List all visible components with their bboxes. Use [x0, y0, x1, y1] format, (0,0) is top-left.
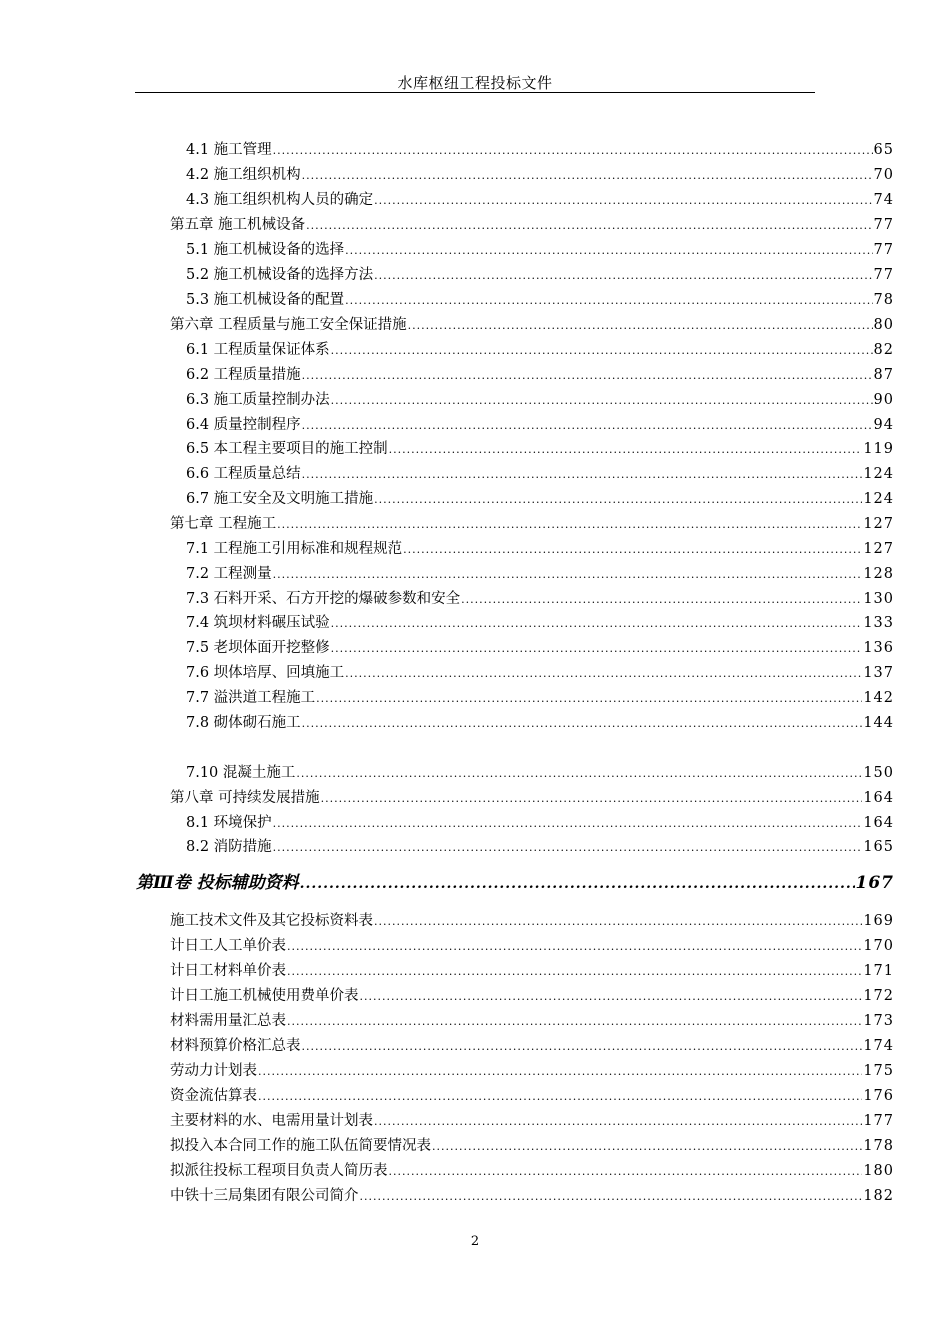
dot-leader	[273, 813, 863, 834]
toc-entry-page: 142	[863, 690, 894, 706]
toc-entry[interactable]	[186, 139, 894, 161]
toc-entry[interactable]	[170, 960, 894, 982]
toc-entry-label: 6.4 质量控制程序	[186, 417, 301, 433]
toc-entry-label: 4.1 施工管理	[186, 142, 272, 158]
toc-entry-label: 7.10 混凝土施工	[186, 765, 296, 781]
toc-entry[interactable]	[186, 836, 894, 858]
toc-entry-page: 137	[863, 665, 894, 681]
toc-entry-label: 7.5 老坝体面开挖整修	[186, 640, 330, 656]
toc-entry[interactable]	[186, 662, 894, 684]
toc-entry[interactable]	[170, 985, 894, 1007]
toc-chapter-entry[interactable]	[170, 214, 894, 236]
toc-entry-page: 169	[863, 913, 894, 929]
dot-leader	[331, 340, 873, 361]
dot-leader	[302, 415, 873, 436]
toc-entry-label: 计日工材料单价表	[170, 963, 286, 979]
toc-entry-page: 171	[863, 963, 894, 979]
dot-leader	[374, 489, 862, 510]
toc-entry-label: 材料需用量汇总表	[170, 1013, 286, 1029]
dot-leader	[374, 1111, 862, 1132]
toc-entry[interactable]	[186, 364, 894, 386]
toc-entry[interactable]	[170, 1110, 894, 1132]
toc-entry-page: 128	[863, 566, 894, 582]
dot-leader	[316, 688, 862, 709]
toc-entry[interactable]	[186, 264, 894, 286]
toc-entry-label: 第六章 工程质量与施工安全保证措施	[170, 317, 407, 333]
dot-leader	[296, 763, 862, 784]
toc-entry-page: 127	[863, 516, 894, 532]
toc-entry[interactable]	[170, 1160, 894, 1182]
dot-leader	[277, 514, 862, 535]
toc-entry[interactable]	[170, 935, 894, 957]
toc-entry[interactable]	[170, 1135, 894, 1157]
toc-entry-label: 6.7 施工安全及文明施工措施	[186, 491, 374, 507]
header-rule	[135, 92, 815, 93]
toc-entry[interactable]	[186, 463, 894, 485]
toc-entry-page: 90	[873, 392, 894, 408]
dot-leader	[302, 713, 863, 734]
toc-entry-label: 主要材料的水、电需用量计划表	[170, 1113, 373, 1129]
dot-leader	[360, 986, 863, 1007]
toc-chapter-entry[interactable]	[170, 314, 894, 336]
toc-chapter-entry[interactable]	[170, 787, 894, 809]
dot-leader	[461, 589, 862, 610]
toc-entry-label: 8.2 消防措施	[186, 839, 272, 855]
toc-entry-page: 175	[863, 1063, 894, 1079]
toc-entry-page: 77	[873, 217, 894, 233]
toc-entry-label: 7.7 溢洪道工程施工	[186, 690, 316, 706]
toc-entry-page: 94	[873, 417, 894, 433]
toc-entry-page: 124	[863, 491, 894, 507]
toc-entry[interactable]	[170, 1085, 894, 1107]
toc-entry-label: 6.3 施工质量控制办法	[186, 392, 330, 408]
toc-entry-page: 180	[863, 1163, 894, 1179]
dot-leader	[432, 1136, 862, 1157]
dot-leader	[273, 564, 863, 585]
toc-entry[interactable]	[186, 189, 894, 211]
toc-entry[interactable]	[186, 414, 894, 436]
dot-leader	[345, 290, 872, 311]
page-header-title: 水库枢纽工程投标文件	[397, 74, 553, 92]
toc-entry-label: 8.1 环境保护	[186, 815, 272, 831]
toc-volume-entry[interactable]	[136, 870, 894, 896]
toc-entry-label: 6.6 工程质量总结	[186, 466, 301, 482]
dot-leader	[321, 788, 863, 809]
toc-entry-label: 材料预算价格汇总表	[170, 1038, 301, 1054]
dot-leader	[273, 140, 873, 161]
toc-entry-page: 173	[863, 1013, 894, 1029]
toc-entry-page: 127	[863, 541, 894, 557]
toc-entry[interactable]	[186, 563, 894, 585]
toc-entry-label: 7.8 砌体砌石施工	[186, 715, 301, 731]
toc-entry-page: 65	[873, 142, 894, 158]
toc-entry-page: 177	[863, 1113, 894, 1129]
toc-entry-label: 6.5 本工程主要项目的施工控制	[186, 441, 388, 457]
toc-entry-page: 70	[873, 167, 894, 183]
toc-entry-label: 拟投入本合同工作的施工队伍简要情况表	[170, 1138, 431, 1154]
dot-leader	[331, 613, 863, 634]
toc-entry[interactable]	[170, 1060, 894, 1082]
toc-entry-page: 182	[863, 1188, 894, 1204]
dot-leader	[374, 265, 872, 286]
toc-entry-label: 劳动力计划表	[170, 1063, 257, 1079]
dot-leader	[302, 464, 863, 485]
toc-entry-label: 7.3 石料开采、石方开挖的爆破参数和安全	[186, 591, 461, 607]
toc-entry-page: 80	[873, 317, 894, 333]
dot-leader	[258, 1086, 862, 1107]
toc-entry[interactable]	[186, 612, 894, 634]
dot-leader	[287, 961, 862, 982]
toc-entry-page: 136	[863, 640, 894, 656]
toc-entry-page: 150	[863, 765, 894, 781]
toc-entry-page: 167	[855, 873, 894, 893]
dot-leader	[273, 837, 863, 858]
toc-entry-label: 第七章 工程施工	[170, 516, 277, 532]
toc-entry[interactable]	[186, 239, 894, 261]
toc-entry-label: 计日工施工机械使用费单价表	[170, 988, 359, 1004]
toc-entry-page: 172	[863, 988, 894, 1004]
dot-leader	[302, 165, 873, 186]
toc-entry[interactable]	[186, 687, 894, 709]
toc-entry-page: 77	[873, 267, 894, 283]
toc-entry-page: 176	[863, 1088, 894, 1104]
dot-leader	[374, 911, 862, 932]
toc-entry-page: 87	[873, 367, 894, 383]
toc-chapter-entry[interactable]	[170, 513, 894, 535]
dot-leader	[403, 539, 862, 560]
toc-entry-page: 178	[863, 1138, 894, 1154]
toc-entry[interactable]	[186, 588, 894, 610]
toc-entry-page: 124	[863, 466, 894, 482]
dot-leader	[408, 315, 873, 336]
dot-leader	[287, 1011, 862, 1032]
toc-entry-page: 174	[863, 1038, 894, 1054]
toc-entry[interactable]	[186, 164, 894, 186]
toc-entry-page: 78	[873, 292, 894, 308]
toc-entry[interactable]	[186, 762, 894, 784]
dot-leader	[287, 936, 862, 957]
dot-leader	[331, 390, 873, 411]
toc-entry-page: 164	[863, 790, 894, 806]
toc-entry-label: 5.2 施工机械设备的选择方法	[186, 267, 374, 283]
page-number: 2	[470, 1234, 480, 1249]
toc-entry[interactable]	[186, 389, 894, 411]
toc-entry-label: 4.3 施工组织机构人员的确定	[186, 192, 374, 208]
toc-entry-label: 7.6 坝体培厚、回填施工	[186, 665, 345, 681]
toc-entry[interactable]	[186, 488, 894, 510]
toc-entry-label: 6.1 工程质量保证体系	[186, 342, 330, 358]
dot-leader	[389, 439, 863, 460]
toc-entry-page: 74	[873, 192, 894, 208]
toc-entry-label: 5.1 施工机械设备的选择	[186, 242, 345, 258]
toc-entry-page: 144	[863, 715, 894, 731]
toc-entry-label: 6.2 工程质量措施	[186, 367, 301, 383]
toc-entry-page: 82	[873, 342, 894, 358]
toc-entry-page: 164	[863, 815, 894, 831]
toc-entry[interactable]	[186, 289, 894, 311]
toc-entry[interactable]	[186, 712, 894, 734]
dot-leader	[300, 871, 855, 896]
toc-entry-label: 计日工人工单价表	[170, 938, 286, 954]
toc-entry[interactable]	[186, 438, 894, 460]
toc-entry[interactable]	[186, 339, 894, 361]
dot-leader	[306, 215, 872, 236]
dot-leader	[389, 1161, 863, 1182]
toc-entry-page: 119	[863, 441, 894, 457]
toc-entry-label: 4.2 施工组织机构	[186, 167, 301, 183]
dot-leader	[345, 240, 872, 261]
toc-entry[interactable]	[186, 538, 894, 560]
toc-entry-page: 165	[863, 839, 894, 855]
toc-entry[interactable]	[186, 812, 894, 834]
toc-entry-label: 资金流估算表	[170, 1088, 257, 1104]
dot-leader	[331, 638, 863, 659]
toc-entry-label: 7.1 工程施工引用标准和规程规范	[186, 541, 403, 557]
dot-leader	[258, 1061, 862, 1082]
toc-entry-label: 第Ⅲ卷 投标辅助资料	[136, 873, 299, 893]
toc-entry-label: 拟派往投标工程项目负责人简历表	[170, 1163, 388, 1179]
toc-entry[interactable]	[170, 1010, 894, 1032]
toc-entry[interactable]	[186, 637, 894, 659]
dot-leader	[302, 1036, 863, 1057]
toc-entry-page: 77	[873, 242, 894, 258]
toc-entry-page: 130	[863, 591, 894, 607]
toc-entry-label: 7.4 筑坝材料碾压试验	[186, 615, 330, 631]
toc-entry[interactable]	[170, 910, 894, 932]
toc-entry[interactable]	[170, 1035, 894, 1057]
toc-entry-label: 5.3 施工机械设备的配置	[186, 292, 345, 308]
dot-leader	[374, 190, 872, 211]
dot-leader	[302, 365, 873, 386]
dot-leader	[345, 663, 862, 684]
toc-entry-label: 第八章 可持续发展措施	[170, 790, 320, 806]
toc-entry-label: 施工技术文件及其它投标资料表	[170, 913, 373, 929]
toc-entry-label: 中铁十三局集团有限公司简介	[170, 1188, 359, 1204]
toc-entry-page: 133	[863, 615, 894, 631]
toc-entry[interactable]	[170, 1185, 894, 1207]
dot-leader	[360, 1186, 863, 1207]
toc-entry-label: 第五章 施工机械设备	[170, 217, 306, 233]
toc-entry-label: 7.2 工程测量	[186, 566, 272, 582]
toc-entry-page: 170	[863, 938, 894, 954]
